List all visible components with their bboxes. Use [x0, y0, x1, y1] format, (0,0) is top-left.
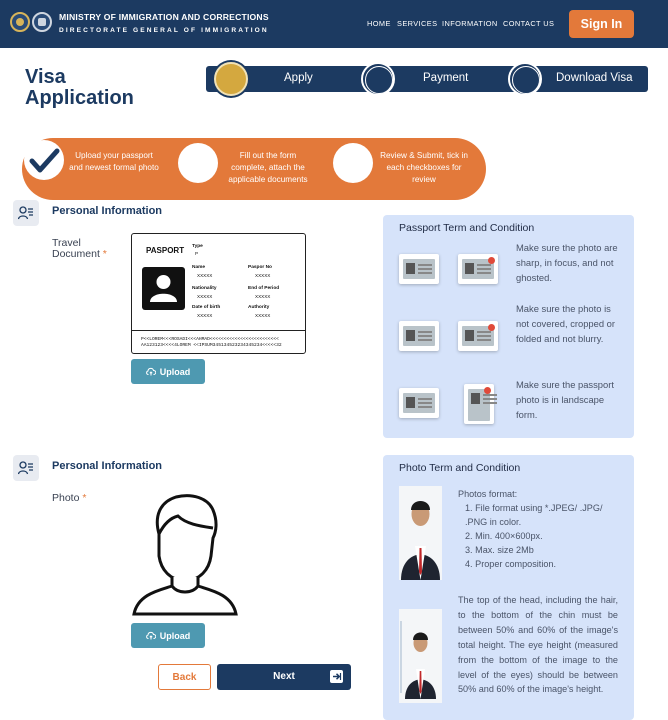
- photo-format-item-1: 1. File format using *.JPEG/ .JPG/ .PNG in color.: [465, 503, 603, 528]
- photo-sample-2: [399, 609, 442, 703]
- progress-stepper: [206, 66, 648, 92]
- passport-term-1: Make sure the photo are sharp, in focus, and not ghosted.: [516, 242, 618, 283]
- passport-sample-bad: [464, 384, 494, 424]
- person-icon: [142, 267, 185, 310]
- cloud-upload-icon: [146, 631, 156, 640]
- checkmark-icon: [24, 140, 64, 180]
- page-title: Visa Application: [25, 66, 134, 109]
- passport-end-period-value: XXXXX: [255, 294, 271, 299]
- step-payment-label: Payment: [423, 72, 469, 84]
- upload-photo-button[interactable]: [131, 623, 205, 648]
- photo-terms-title: Photo Term and Condition: [399, 462, 521, 474]
- photo-format-item-3: 3. Max. size 2Mb: [465, 545, 534, 555]
- passport-divider: [132, 330, 305, 331]
- nav-home[interactable]: HOME: [367, 19, 391, 28]
- back-button[interactable]: Back: [158, 664, 211, 690]
- passport-type-label: Type: [192, 244, 203, 249]
- passport-name-value: XXXXX: [197, 273, 213, 278]
- section-title-travel: Personal Information: [52, 205, 163, 217]
- personal-info-icon: [13, 200, 39, 226]
- passport-nationality-value: XXXXX: [197, 294, 213, 299]
- photo-placeholder-avatar: [130, 494, 240, 616]
- passport-mrz-line2: AA123123<<<<4LOREM <<IPSUM345134523234345234<<<<<32: [141, 343, 282, 348]
- photo-format-heading: Photos format:: [458, 489, 518, 499]
- passport-term-2: Make sure the photo is not covered, cropped or folded and not blurry.: [516, 303, 616, 344]
- passport-heading: PASPORT: [146, 246, 185, 255]
- step-download-label: Download Visa: [556, 72, 633, 84]
- passport-sample-good: [399, 388, 439, 418]
- cloud-upload-icon: [146, 367, 156, 376]
- immigration-logo: [32, 12, 52, 32]
- passport-number-value: XXXXX: [255, 273, 271, 278]
- passport-sample-bad: [458, 254, 498, 284]
- step-apply-label: Apply: [284, 72, 313, 84]
- passport-type-value: P: [195, 251, 199, 256]
- passport-dob-label: Date of birth: [192, 305, 221, 310]
- ministry-name: MINISTRY OF IMMIGRATION AND CORRECTIONS: [59, 12, 269, 22]
- head-height-requirement: The top of the head, including the hair, to the bottom of the chin must be between 50% and 60% of the image's total height. The eye height (measured from the bottom of the image to the level of the eyes) should be between 50% and 60% of the image's height.: [458, 595, 618, 695]
- step-apply-indicator: [214, 62, 248, 96]
- instruction-step3-circle: [333, 143, 373, 183]
- photo-format-item-4: 4. Proper composition.: [465, 559, 556, 569]
- section-title-photo: Personal Information: [52, 460, 163, 472]
- step-payment-indicator: [361, 62, 395, 96]
- passport-sample-bad: [458, 321, 498, 351]
- instruction-step1-circle: [24, 140, 64, 180]
- sign-in-button[interactable]: Sign In: [569, 10, 634, 38]
- passport-authority-value: XXXXX: [255, 313, 271, 318]
- instruction-step2-text: Fill out the form complete, attach the applicable documents: [228, 151, 308, 184]
- upload-passport-label: Upload: [159, 366, 191, 377]
- ministry-logo: [10, 12, 30, 32]
- directorate-name: DIRECTORATE GENERAL OF IMMIGRATION: [59, 27, 269, 34]
- step-download-indicator: [508, 62, 542, 96]
- passport-number-label: Paspor No: [248, 265, 272, 270]
- passport-end-period-label: End of Period: [248, 286, 280, 291]
- passport-preview: [131, 233, 306, 354]
- instruction-banner: [22, 138, 486, 200]
- photo-format-item-2: 2. Min. 400×600px.: [465, 531, 543, 541]
- next-button-label: Next: [273, 671, 295, 682]
- passport-term-3: Make sure the passport photo is in landscape form.: [516, 379, 614, 420]
- passport-sample-good: [399, 321, 439, 351]
- photo-label: Photo *: [52, 492, 87, 504]
- photo-sample-1: [399, 486, 442, 580]
- personal-info-icon: [13, 455, 39, 481]
- person-outline-icon: [130, 494, 240, 616]
- instruction-step2-circle: [178, 143, 218, 183]
- nav-services[interactable]: SERVICES: [397, 19, 438, 28]
- arrow-right-icon: [330, 670, 343, 683]
- passport-nationality-label: Nationality: [192, 286, 217, 291]
- passport-authority-label: Authority: [248, 305, 270, 310]
- passport-name-label: Name: [192, 265, 206, 270]
- next-button[interactable]: [217, 664, 351, 690]
- passport-terms-title: Passport Term and Condition: [399, 222, 535, 234]
- instruction-step3-text: Review & Submit, tick in each checkboxes for review: [380, 151, 468, 184]
- upload-photo-label: Upload: [159, 630, 191, 641]
- passport-dob-value: XXXXX: [197, 313, 213, 318]
- nav-information[interactable]: INFORMATION: [442, 19, 498, 28]
- passport-photo: [142, 267, 185, 310]
- top-navigation-bar: [0, 0, 668, 48]
- passport-sample-good: [399, 254, 439, 284]
- passport-mrz-line1: P<<LOREM<<<ROSADI<<<AHMAD<<<<<<<<<<<<<<<<<<<<<<<<<: [141, 337, 279, 342]
- nav-contact-us[interactable]: CONTACT US: [503, 19, 555, 28]
- instruction-step1-text: Upload your passport and newest formal photo: [69, 151, 159, 172]
- travel-document-label: Travel Document *: [52, 237, 107, 260]
- upload-passport-button[interactable]: [131, 359, 205, 384]
